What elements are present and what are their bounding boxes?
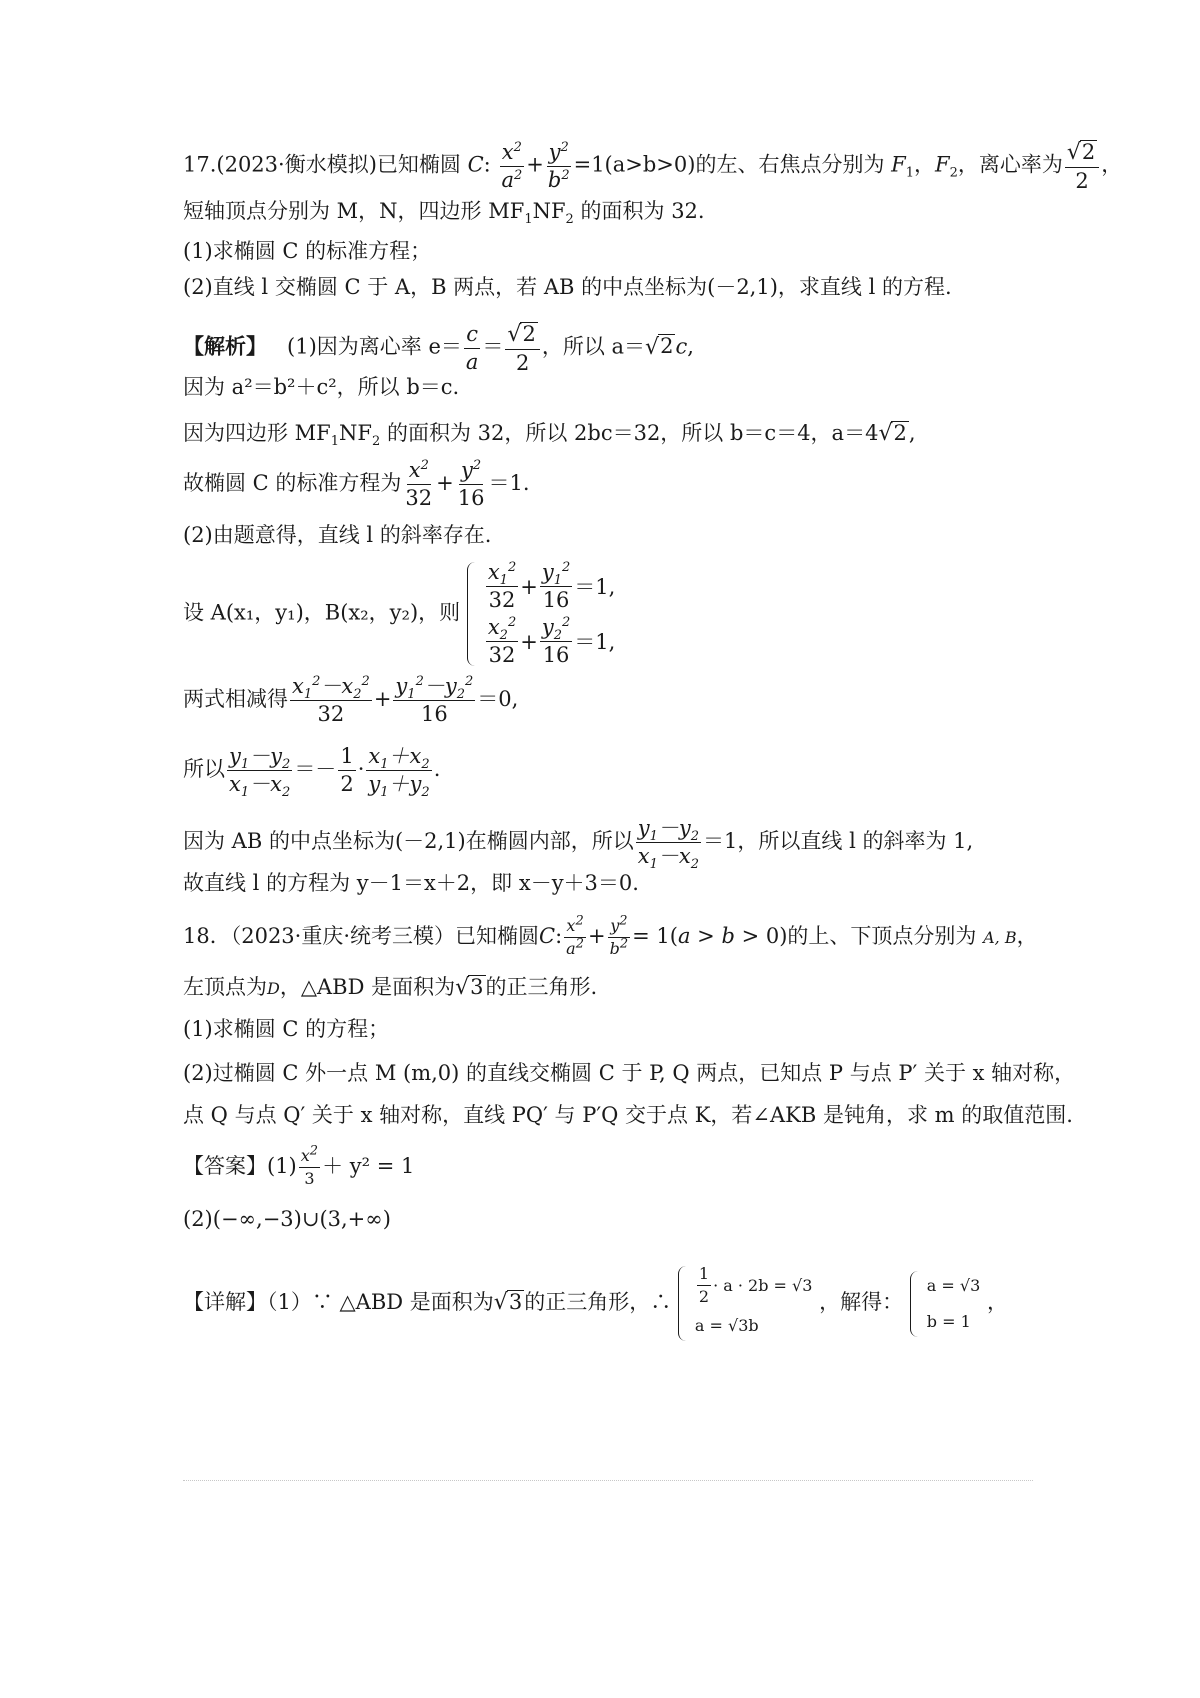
q17-ecc-text: 离心率为: [978, 152, 1063, 177]
det18-t1: （1）∵ △ABD 是面积为: [267, 1290, 494, 1314]
ans18-line1: 【答案】(1) $\frac{x^2}{3}$ ＋ y² = 1: [183, 1143, 415, 1188]
det18-heading: 【详解】: [183, 1290, 267, 1314]
det18-res-r2: b = 1: [926, 1311, 971, 1331]
q18-vertices: A, B: [983, 928, 1017, 947]
sol17-line4: 故椭圆 C 的标准方程为 $\frac{x^2}{32}$ + $\frac{y^2}{16}$ ＝1.: [183, 458, 530, 510]
q18-stem-line1: 18．（2023·重庆·统考三模）已知椭圆C: $\frac{x^2}{a^2}$ + $\frac{y^2}{b^2}$ = 1(a > b > 0)的上、下顶点分别为 A, B，: [183, 913, 1038, 958]
sol17-s2: 因为 a²＝b²＋c²，所以 b＝c.: [183, 375, 460, 399]
q17-stem-cond: =1(a>b>0)的左、右焦点分别为: [573, 152, 885, 177]
sol17-heading: 【解析】: [183, 333, 267, 359]
sol17-line3: 因为四边形 $MF_1NF_2$ 的面积为 32，所以 2bc＝32，所以 b＝c＝4，a＝4 √ 2 ,: [183, 420, 916, 450]
sol17-system: $\frac{x_1^2}{32}$ + $\frac{y_1^2}{16}$ ＝1, $\frac{x_2^2}{32}$ + $\frac{y_2^2}{16}$ ＝1,: [467, 562, 616, 666]
sol17-line6: [183, 562, 1050, 666]
q18-part2b: 点 Q 与点 Q′ 关于 x 轴对称，直线 PQ′ 与 P′Q 交于点 K，若∠AKB 是钝角，求 m 的取值范围.: [183, 1103, 1073, 1127]
det18-t3: ，解得：: [819, 1290, 904, 1314]
q18-line2a: 左顶点为: [183, 975, 267, 999]
det18-res-r1: a = √3: [926, 1275, 981, 1295]
sol17-s1b: ，所以 a＝: [541, 334, 646, 359]
det18-end: ，: [986, 1290, 1008, 1314]
q18-line2c: 的正三角形.: [485, 975, 598, 999]
det18-result: [910, 1271, 981, 1337]
sol17-s6a: 设 A(x₁，y₁)，B(x₂，y₂)，则: [183, 600, 461, 625]
q17-stem-prefix: 17.(2023·衡水模拟)已知椭圆: [183, 152, 461, 177]
q18-stem-prefix: 18．（2023·重庆·统考三模）已知椭圆: [183, 924, 540, 948]
sol17-s8a: 所以: [183, 757, 225, 781]
q17-stem-line1: 17.(2023·衡水模拟)已知椭圆 C: $\frac{x^2}{a^2}$ + $\frac{y^2}{b^2}$ =1(a>b>0)的左、右焦点分别为 $F_1$，$F_2$，离心率为 √ 2 2 ，: [183, 139, 1123, 194]
sol17-line8: 所以 $\frac{y_1-y_2}{x_1-x_2}$ ＝－ $\frac{1}{2}$ · $\frac{x_1+x_2}{y_1+y_2}$ .: [183, 744, 441, 801]
sol17-s9a: 因为 AB 的中点坐标为(－2,1)在椭圆内部，所以: [183, 829, 634, 853]
det18-line1: 【详解】（1）∵ △ABD 是面积为 √ 3 的正三角形，∴ $\frac{1}{2}$ · a · 2b = √3 a = √3b ，解得： a = √3 b = 1 ，: [183, 1266, 1050, 1341]
q17-stem-line2: 短轴顶点分别为 M，N，四边形 $MF_1NF_2$ 的面积为 32.: [183, 199, 705, 228]
sol17-s3b: 的面积为 32，所以 2bc＝32，所以 b＝c＝4，a＝4: [386, 421, 879, 445]
ans18-heading: 【答案】: [183, 1154, 267, 1178]
det18-sys-r2: a = √3b: [694, 1316, 759, 1335]
sol17-s1a: (1)因为离心率 e＝: [287, 334, 462, 359]
sol17-s4b: ＝1.: [488, 471, 530, 495]
sol17-s8b: ＝－: [294, 757, 337, 781]
sol17-s5: (2)由题意得，直线 l 的斜率存在.: [183, 523, 492, 547]
sol17-line7: 两式相减得 $\frac{x_1^2-x_2^2}{32}$ + $\frac{y_1^2-y_2^2}{16}$ ＝0,: [183, 674, 519, 726]
sol17-s9b: ＝1，所以直线 l 的斜率为 1,: [703, 829, 974, 853]
q18-part1: (1)求椭圆 C 的方程；: [183, 1017, 390, 1041]
page-divider: [183, 1480, 1033, 1481]
sol17-s7b: ＝0,: [477, 687, 519, 711]
q17-stem-line2-text: 短轴顶点分别为 M，N，四边形 MF: [183, 199, 525, 223]
q17-part2: (2)直线 l 交椭圆 C 于 A，B 两点，若 AB 的中点坐标为(－2,1)，求直线 l 的方程.: [183, 275, 952, 299]
q17-stem-line2-tail: 的面积为 32.: [580, 199, 705, 223]
sol17-line9: 因为 AB 的中点坐标为(－2,1)在椭圆内部，所以 $\frac{y_1-y_2}{x_1-x_2}$ ＝1，所以直线 l 的斜率为 1,: [183, 816, 974, 873]
det18-t2: 的正三角形，∴: [524, 1290, 672, 1314]
ans18-a1b: ＋ y² = 1: [322, 1154, 415, 1178]
q18-part2a: (2)过椭圆 C 外一点 M (m,0) 的直线交椭圆 C 于 P, Q 两点，已知点 P 与点 P′ 关于 x 轴对称，: [183, 1061, 1076, 1085]
q17-frac-y: $\frac{y^2}{b^2}$: [547, 139, 570, 192]
q18-stem-line2: 左顶点为D，△ABD 是面积为 √ 3 的正三角形.: [183, 974, 598, 1000]
sol17-s7a: 两式相减得: [183, 687, 288, 711]
sol17-s4a: 故椭圆 C 的标准方程为: [183, 471, 402, 495]
q18-line2b: ，△ABD 是面积为: [279, 975, 456, 999]
q17-part1: (1)求椭圆 C 的标准方程；: [183, 239, 432, 263]
q18-stem-tail: 的上、下顶点分别为: [787, 924, 977, 948]
sol17-frac-16: $\frac{y^2}{16}$: [457, 458, 485, 510]
sol17-s3a: 因为四边形 MF: [183, 421, 331, 445]
sol17-frac-sqrt2: √ 2 2: [505, 322, 539, 374]
det18-sys-r1: · a · 2b = √3: [713, 1275, 813, 1295]
q17-ecc-frac: √ 2 2: [1065, 140, 1099, 192]
ans18-a1a: (1): [267, 1154, 297, 1178]
det18-system: $\frac{1}{2}$ · a · 2b = √3 a = √3b: [678, 1266, 813, 1341]
sol17-s10: 故直线 l 的方程为 y－1＝x＋2，即 x－y＋3＝0.: [183, 871, 639, 895]
ans18-a2: (2)(−∞,−3)∪(3,+∞): [183, 1207, 391, 1231]
sol17-line1: 【解析】 (1)因为离心率 e＝ $\frac{c}{a}$ ＝ √ 2 2 ，所以 a＝ √ 2 c,: [183, 321, 694, 376]
sol17-frac-ca: $\frac{c}{a}$: [465, 321, 479, 374]
q17-frac-x: $\frac{x^2}{a^2}$: [501, 139, 523, 192]
sol17-frac-32: $\frac{x^2}{32}$: [405, 458, 433, 510]
q17-ellipse-name: C: [467, 152, 484, 177]
